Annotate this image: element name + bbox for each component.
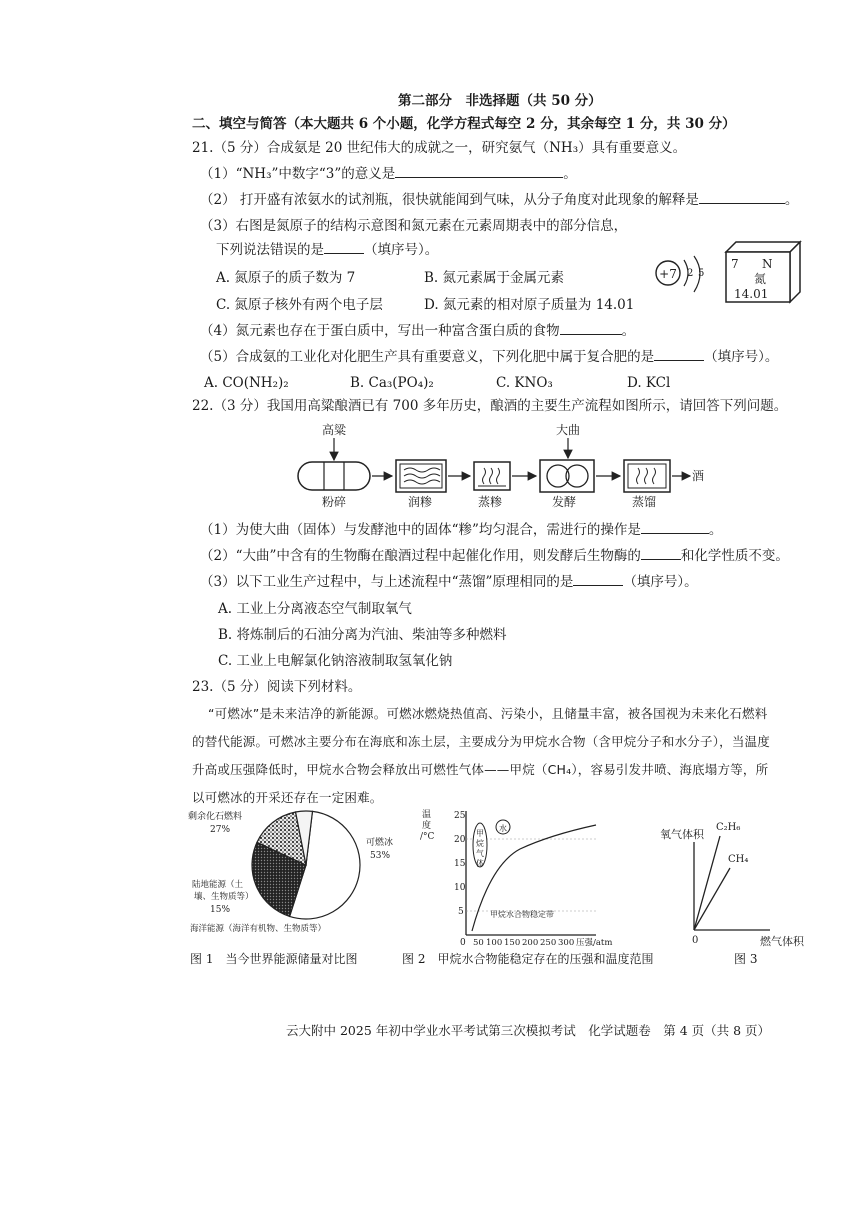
fig2-xtick-150: 150 (504, 938, 521, 948)
q21-option-c: C. 氮原子核外有两个电子层 (216, 297, 383, 313)
answer-blank[interactable] (395, 165, 563, 178)
q23-passage-line4: 以可燃冰的开采还存在一定困难。 (192, 790, 383, 805)
q23-passage-line1: “可燃冰”是未来洁净的新能源。可燃冰燃烧热值高、污染小，且储量丰富，被各国视为未来化石燃料 (208, 706, 768, 721)
element-mass: 14.01 (734, 287, 769, 301)
fig2-gas-label-3: 气 (476, 849, 484, 858)
fig2-ytick-15: 15 (454, 859, 466, 869)
q21-part3b-text: 下列说法错误的是 (216, 242, 324, 258)
fig2-ylabel-1: 温 (422, 810, 432, 820)
element-symbol: N (762, 257, 773, 271)
atom-nucleus-charge: +7 (659, 267, 677, 281)
fig3-ylabel: 氧气体积 (660, 828, 704, 841)
part-title: 第二部分 非选择题（共 50 分） (398, 93, 602, 109)
atom-shell-2: 5 (698, 268, 705, 279)
pie-label-ocean: 海洋能源（海洋有机物、生物质等） (190, 924, 327, 934)
figure-2-caption: 图 2 甲烷水合物能稳定存在的压强和温度范围 (402, 952, 654, 966)
fig2-ytick-5: 5 (458, 907, 464, 917)
pie-pct-land: 15% (210, 905, 231, 915)
hydrate-stability-graph (420, 805, 620, 950)
fertilizer-c: C. KNO₃ (496, 375, 553, 391)
fig2-ytick-25: 25 (454, 811, 466, 821)
q21-part3b (216, 241, 438, 259)
element-cell (722, 238, 804, 306)
q21-part4-text: （4）氮元素也存在于蛋白质中，写出一种富含蛋白质的食物 (200, 323, 560, 339)
q21-part5-tail: （填序号）。 (704, 349, 779, 365)
q22-part3-tail: （填序号）。 (623, 574, 698, 590)
fig2-gas-label-1: 甲 (476, 829, 484, 838)
answer-blank[interactable] (641, 521, 709, 534)
q21-part1-text: （1）“NH₃”中数字“3”的意义是 (200, 166, 396, 182)
fig2-ylabel-2: 度 (422, 821, 432, 831)
fig2-ytick-0: 0 (460, 938, 466, 948)
fig3-xlabel: 燃气体积 (760, 935, 804, 947)
fig3-origin: 0 (692, 935, 699, 946)
q21-option-a: A. 氮原子的质子数为 7 (216, 270, 356, 286)
fertilizer-a: A. CO(NH₂)₂ (204, 375, 289, 391)
fig2-stable-label: 甲烷水合物稳定带 (490, 910, 554, 919)
flow-step-crush-box (298, 462, 370, 490)
nitrogen-atom-diagram (652, 254, 722, 302)
fig3-line-ch4: CH₄ (728, 854, 749, 865)
element-name: 氮 (754, 272, 767, 286)
answer-blank[interactable] (699, 191, 785, 204)
q22-part3 (200, 573, 698, 591)
flow-step-steam: 蒸糁 (478, 495, 503, 509)
figure-3-caption: 图 3 (734, 952, 758, 966)
q21-part1: （1）“NH₃”中数字“3”的意义是 。 (200, 166, 577, 182)
fig3-line-c2h6: C₂H₆ (716, 822, 741, 833)
fig2-xtick-300: 300 (558, 938, 575, 948)
fig2-water-symbol: 水 (499, 824, 507, 833)
q21-option-d: D. 氮元素的相对原子质量为 14.01 (424, 297, 635, 313)
answer-blank[interactable] (560, 322, 622, 335)
flow-input-sorghum: 高粱 (322, 423, 347, 437)
answer-blank[interactable] (654, 348, 704, 361)
q22-part3-text: （3）以下工业生产过程中，与上述流程中“蒸馏”原理相同的是 (200, 574, 574, 590)
q23-stem: 23.（5 分）阅读下列材料。 (192, 679, 362, 695)
flow-step-crush: 粉碎 (322, 495, 347, 509)
q21-part5-text: （5）合成氨的工业化对化肥生产具有重要意义，下列化肥中属于复合肥的是 (200, 349, 655, 365)
fig2-gas-label-4: 体 (476, 859, 484, 868)
q21-option-b: B. 氮元素属于金属元素 (424, 270, 565, 286)
q21-part4: （4）氮元素也存在于蛋白质中，写出一种富含蛋白质的食物 。 (200, 323, 636, 339)
oxygen-volume-graph (650, 812, 820, 947)
fertilizer-b: B. Ca₃(PO₄)₂ (350, 375, 434, 391)
q22-stem: 22.（3 分）我国用高粱酿酒已有 700 多年历史，酿酒的主要生产流程如图所示，请回答下列问题。 (192, 398, 788, 414)
pie-label-land-1: 陆地能源（土 (192, 880, 244, 890)
fig2-ylabel-3: /°C (420, 832, 435, 842)
flow-step-ferment-box (540, 460, 594, 492)
page-footer: 云大附中 2025 年初中学业水平考试第三次模拟考试 化学试题卷 第 4 页（共 8 页） (286, 1023, 771, 1038)
q22-option-b: B. 将炼制后的石油分离为汽油、柴油等多种燃料 (218, 627, 507, 643)
q23-passage-line2: 的替代能源。可燃冰主要分布在海底和冻土层，主要成分为甲烷水合物（含甲烷分子和水分子），当温度 (192, 734, 770, 749)
flow-product: 酒 (692, 469, 705, 483)
section-title: 二、填空与简答（本大题共 6 个小题，化学方程式每空 2 分，其余每空 1 分，共 30 分） (192, 116, 736, 132)
answer-blank[interactable] (324, 241, 364, 254)
q22-part1: （1）为使大曲（固体）与发酵池中的固体“糁”均匀混合，需进行的操作是 。 (200, 522, 723, 538)
fig2-gas-label-2: 烷 (476, 839, 484, 848)
fig2-xtick-100: 100 (486, 938, 503, 948)
brewing-flow-chart (290, 420, 710, 520)
q21-part3b-tail: （填序号）。 (364, 242, 439, 258)
fertilizer-d: D. KCl (627, 375, 671, 391)
pie-label-fossil: 剩余化石燃料 (188, 812, 243, 822)
q22-part2 (200, 547, 789, 565)
q21-part2: （2） 打开盛有浓氨水的试剂瓶，很快就能闻到气味，从分子角度对此现象的解释是 。 (200, 192, 799, 208)
pie-pct-ice: 53% (370, 851, 391, 861)
atom-shell-1: 2 (687, 268, 694, 279)
fig2-xlabel: 压强/atm (576, 938, 613, 948)
element-number: 7 (731, 257, 739, 271)
q22-part2-text: （2）“大曲”中含有的生物酶在酿酒过程中起催化作用，则发酵后生物酶的 (200, 548, 641, 564)
flow-input-daqu: 大曲 (556, 423, 581, 437)
q21-part3a: （3）右图是氮原子的结构示意图和氮元素在元素周期表中的部分信息， (200, 218, 628, 234)
q21-part5 (200, 348, 778, 366)
fig2-ytick-10: 10 (454, 883, 466, 893)
q22-part1-text: （1）为使大曲（固体）与发酵池中的固体“糁”均匀混合，需进行的操作是 (200, 522, 641, 538)
q21-part2-text: （2） 打开盛有浓氨水的试剂瓶，很快就能闻到气味，从分子角度对此现象的解释是 (200, 192, 699, 208)
q21-stem: 21.（5 分）合成氨是 20 世纪伟大的成就之一，研究氨气（NH₃）具有重要意义。 (192, 140, 687, 156)
answer-blank[interactable] (641, 547, 681, 560)
fig2-xtick-250: 250 (540, 938, 557, 948)
answer-blank[interactable] (573, 573, 623, 586)
flow-step-ferment: 发酵 (552, 495, 577, 509)
q22-option-c: C. 工业上电解氯化钠溶液制取氢氧化钠 (218, 653, 453, 669)
pie-pct-fossil: 27% (210, 825, 231, 835)
q22-option-a: A. 工业上分离液态空气制取氧气 (218, 601, 412, 617)
flow-step-moisten-box (396, 460, 446, 492)
pie-label-ice: 可燃冰 (366, 838, 394, 848)
fig2-xtick-50: 50 (473, 938, 484, 948)
flow-step-moisten: 润糁 (408, 495, 433, 509)
q23-passage-line3: 升高或压强降低时，甲烷水合物会释放出可燃性气体——甲烷（CH₄），容易引发井喷、海底塌方等，所 (192, 762, 769, 777)
figure-1-caption: 图 1 当今世界能源储量对比图 (190, 952, 358, 966)
fig2-ytick-20: 20 (454, 835, 466, 845)
flow-step-distill-box (624, 460, 670, 492)
q22-part2-tail: 和化学性质不变。 (680, 548, 789, 564)
energy-pie-chart (188, 805, 413, 940)
flow-step-distill: 蒸馏 (632, 495, 657, 509)
fig2-xtick-200: 200 (522, 938, 539, 948)
pie-label-land-2: 壤、生物质等） (194, 892, 254, 902)
